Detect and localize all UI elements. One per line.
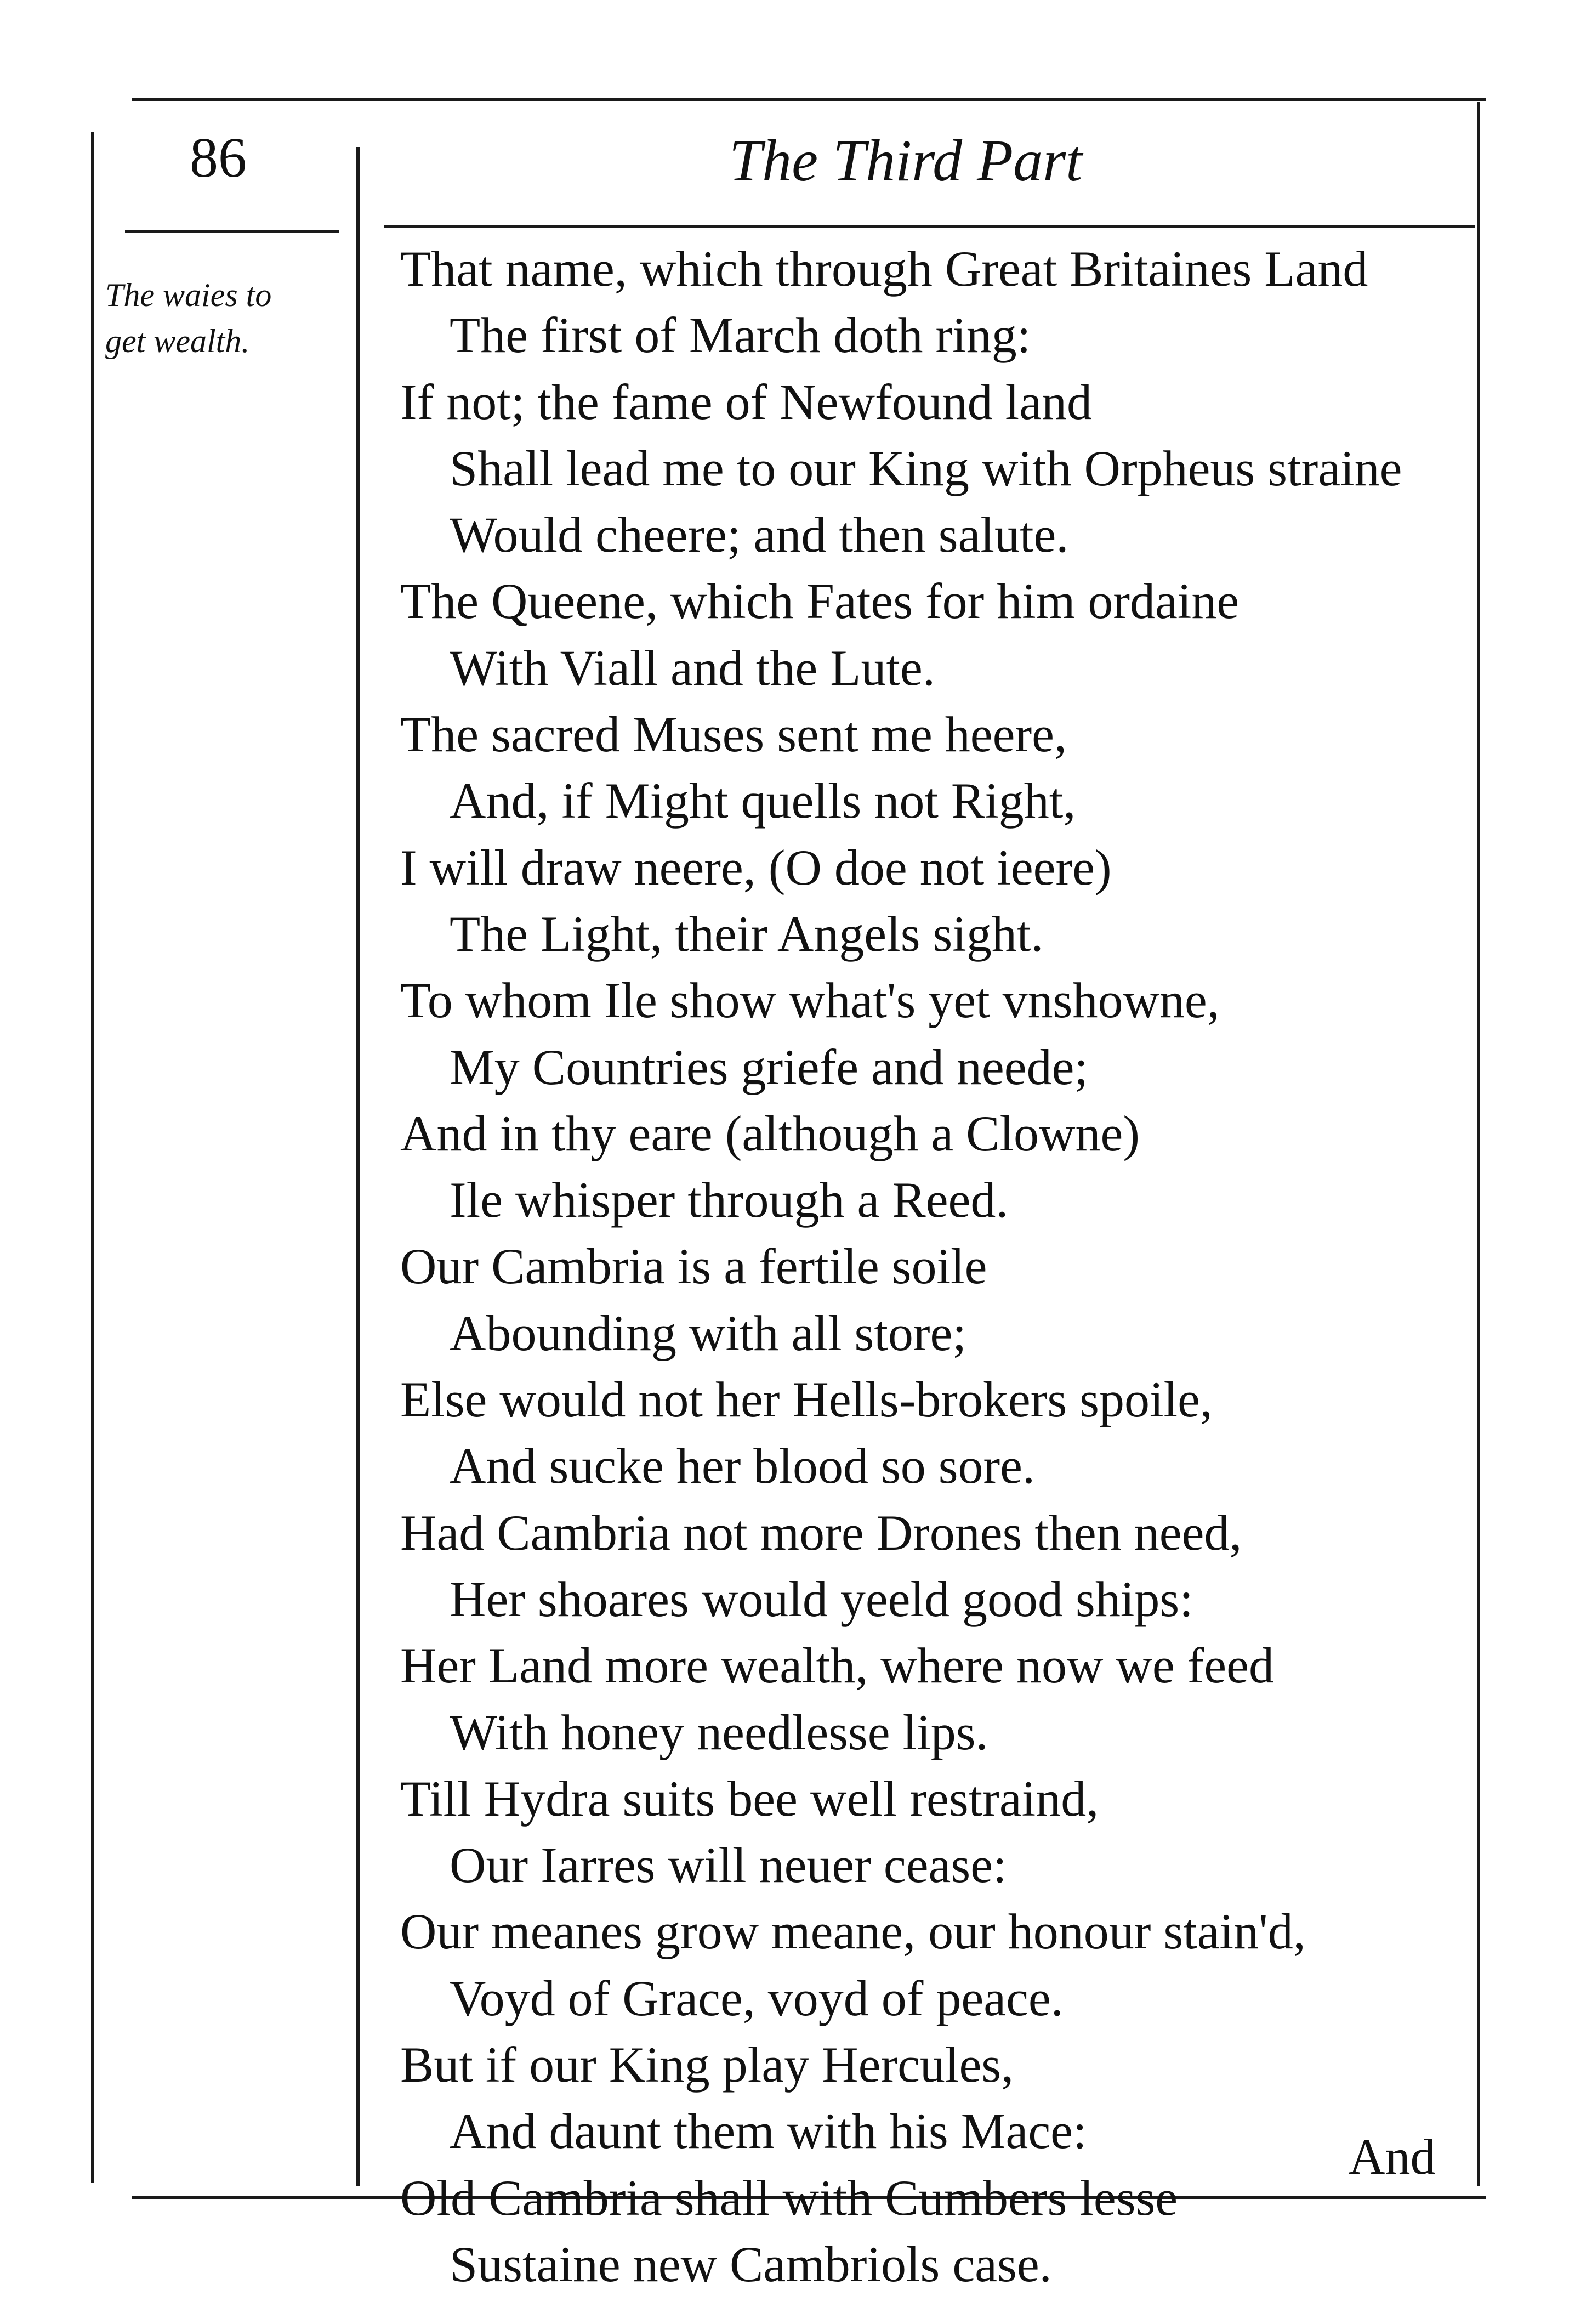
verse-line: Our Cambria is a fertile soile (400, 1238, 987, 1295)
verse-line: Our Iarres will neuer cease: (450, 1837, 1007, 1894)
verse-line: With honey needlesse lips. (450, 1704, 988, 1760)
margin-header-rule (125, 230, 339, 233)
page-number: 86 (190, 126, 247, 189)
text-header-rule (384, 225, 1475, 228)
verse-line: To whom Ile show what's yet vnshowne, (400, 972, 1220, 1029)
right-frame-rule (1477, 102, 1480, 2186)
top-rule (132, 98, 1486, 101)
verse-line: Till Hydra suits bee well restraind, (400, 1770, 1099, 1827)
verse-line: If not; the fame of Newfound land (400, 373, 1093, 430)
poem-text (400, 236, 1475, 2298)
marginal-note-line: The waies to (105, 277, 272, 313)
verse-line: Shall lead me to our King with Orpheus straine (450, 440, 1402, 496)
verse-line: That name, which through Great Britaines Land (400, 241, 1368, 297)
verse-line: Abounding with all store; (450, 1305, 966, 1361)
catchword: And (1349, 2129, 1436, 2185)
margin-gutter-rule (356, 147, 360, 2186)
verse-line: Old Cambria shall with Cumbers lesse (400, 2169, 1178, 2226)
verse-line: Her shoares would yeeld good ships: (450, 1571, 1193, 1627)
verse-line: With Viall and the Lute. (450, 639, 935, 696)
verse-line: But if our King play Hercules, (400, 2037, 1014, 2093)
verse-line: My Countries griefe and neede; (450, 1039, 1088, 1095)
verse-line: Else would not her Hells-brokers spoile, (400, 1371, 1213, 1428)
marginal-note-line: get wealth. (105, 323, 250, 359)
verse-line: Had Cambria not more Drones then need, (400, 1504, 1242, 1561)
verse-line: Sustaine new Cambriols case. (450, 2236, 1052, 2292)
verse-line: The sacred Muses sent me heere, (400, 706, 1067, 763)
left-frame-rule (91, 132, 94, 2183)
verse-line: And sucke her blood so sore. (450, 1438, 1036, 1494)
verse-line: And daunt them with his Mace: (450, 2103, 1087, 2159)
verse-line: And in thy eare (although a Clowne) (400, 1105, 1140, 1161)
verse-line: Would cheere; and then salute. (450, 507, 1069, 563)
verse-line: Voyd of Grace, voyd of peace. (450, 1970, 1064, 2026)
verse-line: The Queene, which Fates for him ordaine (400, 573, 1240, 630)
verse-line: The Light, their Angels sight. (450, 905, 1044, 962)
verse-line: And, if Might quells not Right, (450, 773, 1076, 829)
verse-line: I will draw neere, (O doe not ieere) (400, 839, 1112, 895)
verse-line: Ile whisper through a Reed. (450, 1172, 1009, 1228)
verse-line: The first of March doth ring: (450, 307, 1031, 364)
verse-line: Her Land more wealth, where now we feed (400, 1637, 1274, 1694)
running-head: The Third Part (729, 128, 1083, 194)
marginal-note (105, 272, 346, 364)
verse-line: Our meanes grow meane, our honour stain'd, (400, 1903, 1306, 1960)
